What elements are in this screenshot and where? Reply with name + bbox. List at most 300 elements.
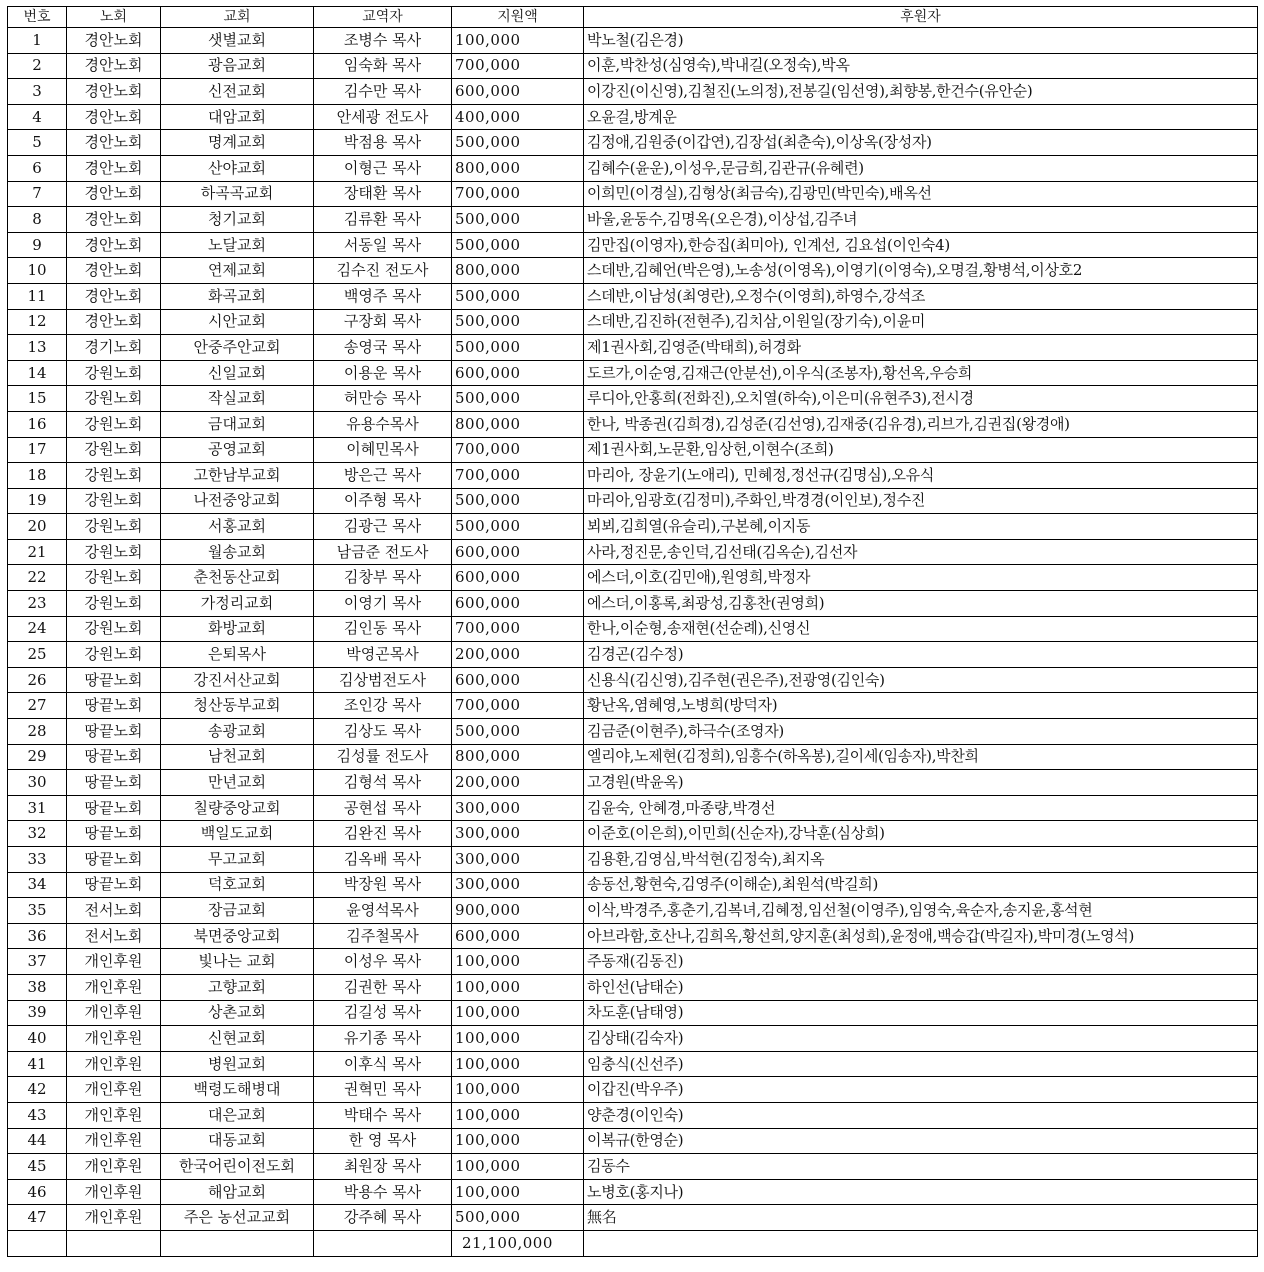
supporters-cell: 마리아, 장윤기(노애리), 민혜정,정선규(김명심),오유식 (584, 463, 1258, 489)
minister-cell: 남금준 전도사 (314, 539, 452, 565)
amount-cell: 500,000 (452, 386, 584, 412)
church-cell: 산야교회 (161, 155, 314, 181)
minister-cell: 김권한 목사 (314, 974, 452, 1000)
presbytery-cell: 경안노회 (67, 130, 161, 156)
supporters-cell: 아브라함,호산나,김희옥,황선희,양지훈(최성희),윤정애,백승갑(박길자),박미경(노영석) (584, 923, 1258, 949)
total-empty-cell (161, 1230, 314, 1256)
row-number: 33 (8, 847, 67, 873)
church-cell: 남천교회 (161, 744, 314, 770)
presbytery-cell: 경기노회 (67, 335, 161, 361)
amount-cell: 100,000 (452, 1051, 584, 1077)
amount-cell: 800,000 (452, 411, 584, 437)
minister-cell: 방은근 목사 (314, 463, 452, 489)
church-cell: 청산동부교회 (161, 693, 314, 719)
table-row (8, 258, 1258, 284)
table-row (8, 28, 1258, 54)
amount-cell: 500,000 (452, 232, 584, 258)
presbytery-cell: 경안노회 (67, 309, 161, 335)
amount-cell: 100,000 (452, 974, 584, 1000)
minister-cell: 김수진 전도사 (314, 258, 452, 284)
church-cell: 월송교회 (161, 539, 314, 565)
presbytery-cell: 경안노회 (67, 79, 161, 105)
row-number: 37 (8, 949, 67, 975)
church-cell: 덕호교회 (161, 872, 314, 898)
minister-cell: 김수만 목사 (314, 79, 452, 105)
presbytery-cell: 땅끝노회 (67, 693, 161, 719)
row-number: 32 (8, 821, 67, 847)
church-cell: 신전교회 (161, 79, 314, 105)
supporters-cell: 노병호(홍지나) (584, 1179, 1258, 1205)
church-cell: 신일교회 (161, 360, 314, 386)
minister-cell: 백영주 목사 (314, 283, 452, 309)
minister-cell: 박장원 목사 (314, 872, 452, 898)
table-row (8, 514, 1258, 540)
amount-cell: 800,000 (452, 258, 584, 284)
supporters-cell: 제1권사회,노문환,임상헌,이현수(조희) (584, 437, 1258, 463)
row-number: 21 (8, 539, 67, 565)
minister-cell: 김인동 목사 (314, 616, 452, 642)
church-cell: 주은 농선교교회 (161, 1205, 314, 1231)
row-number: 11 (8, 283, 67, 309)
supporters-cell: 김혜수(윤운),이성우,문금희,김관규(유혜련) (584, 155, 1258, 181)
church-cell: 장금교회 (161, 898, 314, 924)
minister-cell: 이성우 목사 (314, 949, 452, 975)
table-row (8, 923, 1258, 949)
row-number: 39 (8, 1000, 67, 1026)
row-number: 34 (8, 872, 67, 898)
supporters-cell: 송동선,황현숙,김영주(이해순),최원석(박길희) (584, 872, 1258, 898)
supporters-cell: 하인선(남태순) (584, 974, 1258, 1000)
church-cell: 대동교회 (161, 1128, 314, 1154)
church-cell: 연제교회 (161, 258, 314, 284)
row-number: 6 (8, 155, 67, 181)
amount-cell: 100,000 (452, 949, 584, 975)
amount-cell: 300,000 (452, 821, 584, 847)
table-row (8, 821, 1258, 847)
table-row (8, 309, 1258, 335)
header-minister: 교역자 (314, 7, 452, 28)
amount-cell: 500,000 (452, 335, 584, 361)
church-cell: 청기교회 (161, 207, 314, 233)
row-number: 2 (8, 53, 67, 79)
amount-cell: 700,000 (452, 437, 584, 463)
minister-cell: 김길성 목사 (314, 1000, 452, 1026)
supporters-cell: 김경곤(김수정) (584, 642, 1258, 668)
table-row (8, 181, 1258, 207)
table-row (8, 1077, 1258, 1103)
minister-cell: 김주철목사 (314, 923, 452, 949)
presbytery-cell: 경안노회 (67, 232, 161, 258)
supporters-cell: 신용식(김신영),김주현(권은주),전광영(김인숙) (584, 667, 1258, 693)
minister-cell: 김류환 목사 (314, 207, 452, 233)
church-cell: 백령도해병대 (161, 1077, 314, 1103)
row-number: 10 (8, 258, 67, 284)
table-row (8, 1179, 1258, 1205)
church-cell: 신현교회 (161, 1026, 314, 1052)
church-cell: 시안교회 (161, 309, 314, 335)
amount-cell: 900,000 (452, 898, 584, 924)
amount-cell: 500,000 (452, 207, 584, 233)
amount-cell: 600,000 (452, 360, 584, 386)
minister-cell: 안세광 전도사 (314, 104, 452, 130)
row-number: 28 (8, 719, 67, 745)
table-row (8, 642, 1258, 668)
amount-cell: 600,000 (452, 565, 584, 591)
minister-cell: 이형근 목사 (314, 155, 452, 181)
presbytery-cell: 개인후원 (67, 1205, 161, 1231)
supporters-cell: 김용환,김영심,박석현(김정숙),최지옥 (584, 847, 1258, 873)
amount-cell: 700,000 (452, 53, 584, 79)
supporters-cell: 이훈,박찬성(심영숙),박내길(오정숙),박옥 (584, 53, 1258, 79)
church-cell: 대암교회 (161, 104, 314, 130)
amount-cell: 400,000 (452, 104, 584, 130)
church-cell: 무고교회 (161, 847, 314, 873)
table-header (8, 7, 1258, 28)
supporters-cell: 스데반,김혜언(박은영),노송성(이영옥),이영기(이영숙),오명걸,황병석,이상호2 (584, 258, 1258, 284)
presbytery-cell: 경안노회 (67, 155, 161, 181)
church-cell: 대은교회 (161, 1102, 314, 1128)
church-cell: 나전중앙교회 (161, 488, 314, 514)
row-number: 3 (8, 79, 67, 105)
presbytery-cell: 전서노회 (67, 898, 161, 924)
supporters-cell: 스데반,이남성(최영란),오정수(이영희),하영수,강석조 (584, 283, 1258, 309)
church-cell: 화곡교회 (161, 283, 314, 309)
supporters-cell: 고경원(박윤옥) (584, 770, 1258, 796)
table-row (8, 1128, 1258, 1154)
minister-cell: 윤영석목사 (314, 898, 452, 924)
presbytery-cell: 개인후원 (67, 1077, 161, 1103)
presbytery-cell: 땅끝노회 (67, 770, 161, 796)
supporters-cell: 김금준(이현주),하극수(조영자) (584, 719, 1258, 745)
minister-cell: 서동일 목사 (314, 232, 452, 258)
amount-cell: 800,000 (452, 744, 584, 770)
minister-cell: 김형석 목사 (314, 770, 452, 796)
church-cell: 화방교회 (161, 616, 314, 642)
table-row (8, 1102, 1258, 1128)
presbytery-cell: 전서노회 (67, 923, 161, 949)
church-cell: 은퇴목사 (161, 642, 314, 668)
supporters-cell: 김만집(이영자),한승집(최미아), 인계선, 김요섭(이인숙4) (584, 232, 1258, 258)
church-cell: 상촌교회 (161, 1000, 314, 1026)
amount-cell: 800,000 (452, 155, 584, 181)
table-row (8, 130, 1258, 156)
church-cell: 칠량중앙교회 (161, 795, 314, 821)
minister-cell: 유기종 목사 (314, 1026, 452, 1052)
presbytery-cell: 개인후원 (67, 1000, 161, 1026)
minister-cell: 이주형 목사 (314, 488, 452, 514)
church-cell: 고향교회 (161, 974, 314, 1000)
total-amount: 21,100,000 (452, 1230, 584, 1256)
amount-cell: 600,000 (452, 79, 584, 105)
table-row (8, 719, 1258, 745)
church-cell: 송광교회 (161, 719, 314, 745)
presbytery-cell: 강원노회 (67, 514, 161, 540)
presbytery-cell: 경안노회 (67, 53, 161, 79)
supporters-cell: 김상태(김숙자) (584, 1026, 1258, 1052)
supporters-cell: 한나,이순형,송재현(선순례),신영신 (584, 616, 1258, 642)
minister-cell: 최원장 목사 (314, 1154, 452, 1180)
presbytery-cell: 개인후원 (67, 1154, 161, 1180)
row-number: 12 (8, 309, 67, 335)
supporters-cell: 이희민(이경실),김형상(최금숙),김광민(박민숙),배옥선 (584, 181, 1258, 207)
amount-cell: 100,000 (452, 1000, 584, 1026)
table-row (8, 1051, 1258, 1077)
supporters-cell: 사라,정진문,송인덕,김선태(김옥순),김선자 (584, 539, 1258, 565)
row-number: 40 (8, 1026, 67, 1052)
church-cell: 한국어린이전도회 (161, 1154, 314, 1180)
supporters-cell: 한나, 박종권(김희경),김성준(김선영),김재중(김유경),리브가,김권집(왕경애) (584, 411, 1258, 437)
amount-cell: 700,000 (452, 616, 584, 642)
amount-cell: 600,000 (452, 591, 584, 617)
supporters-cell: 이갑진(박우주) (584, 1077, 1258, 1103)
row-number: 27 (8, 693, 67, 719)
presbytery-cell: 강원노회 (67, 488, 161, 514)
row-number: 7 (8, 181, 67, 207)
minister-cell: 공현섭 목사 (314, 795, 452, 821)
amount-cell: 600,000 (452, 539, 584, 565)
presbytery-cell: 강원노회 (67, 463, 161, 489)
presbytery-cell: 강원노회 (67, 360, 161, 386)
minister-cell: 이혜민목사 (314, 437, 452, 463)
table-row (8, 104, 1258, 130)
supporters-cell: 엘리야,노제현(김정희),임흥수(하옥봉),길이세(임송자),박찬희 (584, 744, 1258, 770)
minister-cell: 김옥배 목사 (314, 847, 452, 873)
supporters-cell: 제1권사회,김영준(박태희),허경화 (584, 335, 1258, 361)
minister-cell: 권혁민 목사 (314, 1077, 452, 1103)
presbytery-cell: 경안노회 (67, 258, 161, 284)
supporters-cell: 황난옥,염혜영,노병희(방덕자) (584, 693, 1258, 719)
row-number: 43 (8, 1102, 67, 1128)
table-row (8, 386, 1258, 412)
supporters-cell: 이복규(한영순) (584, 1128, 1258, 1154)
row-number: 16 (8, 411, 67, 437)
church-cell: 작실교회 (161, 386, 314, 412)
amount-cell: 100,000 (452, 1077, 584, 1103)
minister-cell: 박태수 목사 (314, 1102, 452, 1128)
amount-cell: 700,000 (452, 181, 584, 207)
header-church: 교회 (161, 7, 314, 28)
church-cell: 강진서산교회 (161, 667, 314, 693)
church-cell: 공영교회 (161, 437, 314, 463)
minister-cell: 이후식 목사 (314, 1051, 452, 1077)
table-row (8, 974, 1258, 1000)
row-number: 46 (8, 1179, 67, 1205)
church-cell: 만년교회 (161, 770, 314, 796)
table-row (8, 949, 1258, 975)
presbytery-cell: 경안노회 (67, 104, 161, 130)
table-row (8, 693, 1258, 719)
minister-cell: 조인강 목사 (314, 693, 452, 719)
presbytery-cell: 땅끝노회 (67, 821, 161, 847)
supporters-cell: 김윤숙, 안혜경,마종량,박경선 (584, 795, 1258, 821)
table-row (8, 565, 1258, 591)
header-presbytery: 노회 (67, 7, 161, 28)
row-number: 5 (8, 130, 67, 156)
minister-cell: 장태환 목사 (314, 181, 452, 207)
row-number: 47 (8, 1205, 67, 1231)
total-empty-cell (314, 1230, 452, 1256)
table-row (8, 1154, 1258, 1180)
supporters-cell: 에스더,이홍록,최광성,김홍찬(권영희) (584, 591, 1258, 617)
amount-cell: 600,000 (452, 923, 584, 949)
table-row (8, 591, 1258, 617)
church-cell: 명계교회 (161, 130, 314, 156)
minister-cell: 이용운 목사 (314, 360, 452, 386)
supporters-cell: 에스더,이호(김민애),원영희,박정자 (584, 565, 1258, 591)
minister-cell: 한 영 목사 (314, 1128, 452, 1154)
table-row (8, 207, 1258, 233)
minister-cell: 박점용 목사 (314, 130, 452, 156)
table-row (8, 1205, 1258, 1231)
table-row (8, 360, 1258, 386)
table-row (8, 847, 1258, 873)
row-number: 35 (8, 898, 67, 924)
table-row (8, 667, 1258, 693)
row-number: 8 (8, 207, 67, 233)
presbytery-cell: 강원노회 (67, 539, 161, 565)
table-row (8, 616, 1258, 642)
presbytery-cell: 강원노회 (67, 642, 161, 668)
amount-cell: 500,000 (452, 719, 584, 745)
amount-cell: 600,000 (452, 667, 584, 693)
total-empty-cell (8, 1230, 67, 1256)
amount-cell: 100,000 (452, 1128, 584, 1154)
presbytery-cell: 개인후원 (67, 974, 161, 1000)
amount-cell: 700,000 (452, 463, 584, 489)
presbytery-cell: 땅끝노회 (67, 795, 161, 821)
presbytery-cell: 경안노회 (67, 28, 161, 54)
row-number: 17 (8, 437, 67, 463)
presbytery-cell: 개인후원 (67, 1179, 161, 1205)
amount-cell: 500,000 (452, 130, 584, 156)
minister-cell: 김상도 목사 (314, 719, 452, 745)
total-empty-cell (584, 1230, 1258, 1256)
supporters-cell: 無名 (584, 1205, 1258, 1231)
row-number: 30 (8, 770, 67, 796)
row-number: 19 (8, 488, 67, 514)
presbytery-cell: 경안노회 (67, 181, 161, 207)
supporters-cell: 박노철(김은경) (584, 28, 1258, 54)
table-body (8, 28, 1258, 1231)
table-row (8, 283, 1258, 309)
row-number: 38 (8, 974, 67, 1000)
header-no: 번호 (8, 7, 67, 28)
supporters-cell: 이준호(이은희),이민희(신순자),강낙훈(심상희) (584, 821, 1258, 847)
minister-cell: 박영곤목사 (314, 642, 452, 668)
table-row (8, 53, 1258, 79)
presbytery-cell: 경안노회 (67, 207, 161, 233)
total-row (8, 1230, 1258, 1256)
minister-cell: 김상범전도사 (314, 667, 452, 693)
supporters-cell: 루디아,안홍희(전화진),오치열(하숙),이은미(유현주3),전시경 (584, 386, 1258, 412)
presbytery-cell: 개인후원 (67, 1128, 161, 1154)
supporters-cell: 양춘경(이인숙) (584, 1102, 1258, 1128)
church-cell: 빛나는 교회 (161, 949, 314, 975)
supporters-cell: 임충식(신선주) (584, 1051, 1258, 1077)
minister-cell: 김창부 목사 (314, 565, 452, 591)
amount-cell: 700,000 (452, 693, 584, 719)
amount-cell: 500,000 (452, 309, 584, 335)
presbytery-cell: 땅끝노회 (67, 667, 161, 693)
supporters-cell: 이강진(이신영),김철진(노의정),전봉길(임선영),최향봉,한건수(유안순) (584, 79, 1258, 105)
minister-cell: 조병수 목사 (314, 28, 452, 54)
table-row (8, 488, 1258, 514)
amount-cell: 100,000 (452, 1102, 584, 1128)
row-number: 4 (8, 104, 67, 130)
row-number: 29 (8, 744, 67, 770)
row-number: 9 (8, 232, 67, 258)
presbytery-cell: 땅끝노회 (67, 744, 161, 770)
supporters-cell: 바울,윤동수,김명옥(오은경),이상섭,김주녀 (584, 207, 1258, 233)
minister-cell: 김광근 목사 (314, 514, 452, 540)
row-number: 36 (8, 923, 67, 949)
support-table (7, 6, 1258, 1257)
row-number: 31 (8, 795, 67, 821)
church-cell: 광음교회 (161, 53, 314, 79)
church-cell: 샛별교회 (161, 28, 314, 54)
supporters-cell: 이삭,박경주,홍춘기,김복녀,김혜정,임선철(이영주),임영숙,육순자,송지윤,홍석현 (584, 898, 1258, 924)
presbytery-cell: 강원노회 (67, 386, 161, 412)
table-row (8, 795, 1258, 821)
table-row (8, 744, 1258, 770)
amount-cell: 300,000 (452, 847, 584, 873)
presbytery-cell: 강원노회 (67, 616, 161, 642)
presbytery-cell: 경안노회 (67, 283, 161, 309)
presbytery-cell: 땅끝노회 (67, 872, 161, 898)
minister-cell: 김완진 목사 (314, 821, 452, 847)
row-number: 15 (8, 386, 67, 412)
header-amount: 지원액 (452, 7, 584, 28)
church-cell: 가정리교회 (161, 591, 314, 617)
row-number: 18 (8, 463, 67, 489)
table-row (8, 155, 1258, 181)
row-number: 45 (8, 1154, 67, 1180)
row-number: 42 (8, 1077, 67, 1103)
amount-cell: 300,000 (452, 795, 584, 821)
church-cell: 백일도교회 (161, 821, 314, 847)
row-number: 13 (8, 335, 67, 361)
table-row (8, 872, 1258, 898)
table-row (8, 463, 1258, 489)
supporters-cell: 차도훈(남태영) (584, 1000, 1258, 1026)
supporters-cell: 오윤걸,방계운 (584, 104, 1258, 130)
minister-cell: 강주혜 목사 (314, 1205, 452, 1231)
amount-cell: 500,000 (452, 1205, 584, 1231)
table-row (8, 335, 1258, 361)
amount-cell: 100,000 (452, 28, 584, 54)
table-row (8, 437, 1258, 463)
row-number: 26 (8, 667, 67, 693)
presbytery-cell: 개인후원 (67, 949, 161, 975)
minister-cell: 유용수목사 (314, 411, 452, 437)
table-footer (8, 1230, 1258, 1256)
presbytery-cell: 개인후원 (67, 1102, 161, 1128)
row-number: 23 (8, 591, 67, 617)
table-row (8, 539, 1258, 565)
amount-cell: 500,000 (452, 488, 584, 514)
church-cell: 북면중앙교회 (161, 923, 314, 949)
row-number: 41 (8, 1051, 67, 1077)
table-row (8, 1000, 1258, 1026)
presbytery-cell: 땅끝노회 (67, 719, 161, 745)
row-number: 25 (8, 642, 67, 668)
amount-cell: 300,000 (452, 872, 584, 898)
presbytery-cell: 강원노회 (67, 591, 161, 617)
church-cell: 서홍교회 (161, 514, 314, 540)
table-row (8, 411, 1258, 437)
minister-cell: 박용수 목사 (314, 1179, 452, 1205)
presbytery-cell: 강원노회 (67, 437, 161, 463)
